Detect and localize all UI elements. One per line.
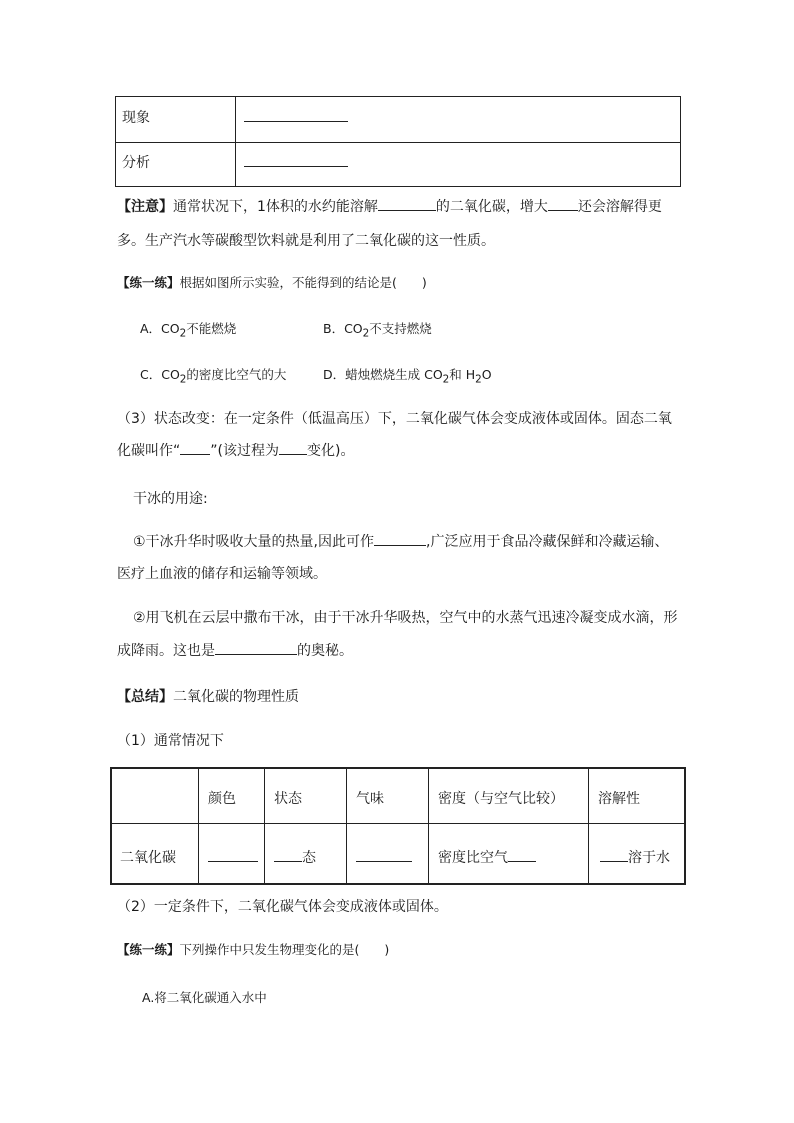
exercise-tag: 【练一练】 xyxy=(117,275,180,290)
summary-sub-2: （2）一定条件下，二氧化碳气体会变成液体或固体。 xyxy=(117,899,448,915)
exercise-tag: 【练一练】 xyxy=(117,942,180,957)
dry-ice-item-1-cont: 医疗上血液的储存和运输等领域。 xyxy=(117,566,327,582)
answer-blank[interactable] xyxy=(378,196,436,211)
note-text: 还会溶解得更 xyxy=(577,199,662,215)
row-label: 现象 xyxy=(122,110,150,126)
option-b[interactable]: B．$CO_2$不支持燃烧 xyxy=(323,321,432,340)
odor-cell xyxy=(356,847,412,866)
note-text: 通常状况下，1体积的水约能溶解 xyxy=(173,199,378,215)
note-line-2: 多。生产汽水等碳酸型饮料就是利用了二氧化碳的这一性质。 xyxy=(117,233,495,249)
solubility-cell: 溶于水 xyxy=(600,847,670,867)
answer-blank[interactable] xyxy=(244,146,348,167)
table-row xyxy=(116,142,680,187)
dry-ice-title: 干冰的用途: xyxy=(133,491,208,507)
answer-blank[interactable] xyxy=(279,440,307,455)
state-cell: 态 xyxy=(274,847,316,867)
exercise-question xyxy=(117,940,389,958)
note-tag: 【注意】 xyxy=(117,199,173,215)
table-divider xyxy=(588,769,589,883)
option-a[interactable]: A.将二氧化碳通入水中 xyxy=(142,990,267,1005)
table-divider xyxy=(264,769,265,883)
observation-table xyxy=(115,96,681,187)
answer-blank[interactable] xyxy=(208,847,258,862)
answer-blank[interactable] xyxy=(356,847,412,862)
state-change-line-2: 化碳叫作“ ”(该过程为 变化)。 xyxy=(117,440,354,460)
header-solubility: 溶解性 xyxy=(598,791,640,807)
table-divider xyxy=(346,769,347,883)
color-cell xyxy=(208,847,258,866)
dry-ice-item-2: ②用飞机在云层中撒布干冰，由于干冰升华吸热，空气中的水蒸气迅速冷凝变成水滴，形 xyxy=(133,610,678,626)
answer-blank[interactable] xyxy=(215,640,297,655)
question-text: 下列操作中只发生物理变化的是( ) xyxy=(179,942,390,957)
row-label: 二氧化碳 xyxy=(120,850,176,866)
answer-blank[interactable] xyxy=(244,101,348,122)
summary-heading xyxy=(117,686,299,706)
table-row xyxy=(116,97,680,143)
table-divider xyxy=(198,769,199,883)
option-c[interactable]: C．$CO_2$的密度比空气的大 xyxy=(140,367,287,386)
summary-tag: 【总结】 xyxy=(117,689,173,705)
answer-blank[interactable] xyxy=(600,847,628,862)
option-a[interactable]: A．$CO_2$不能燃烧 xyxy=(140,321,237,340)
answer-blank[interactable] xyxy=(508,847,536,862)
header-density: 密度（与空气比较） xyxy=(438,791,564,807)
summary-title: 二氧化碳的物理性质 xyxy=(173,689,299,705)
exercise-question xyxy=(117,273,427,291)
dry-ice-item-2-cont: 成降雨。这也是 的奥秘。 xyxy=(117,640,353,660)
properties-table xyxy=(110,767,686,885)
header-state: 状态 xyxy=(274,791,302,807)
question-text: 根据如图所示实验，不能得到的结论是( ) xyxy=(179,275,427,290)
dry-ice-item-1: ①干冰升华时吸收大量的热量,因此可作 ,广泛应用于食品冷藏保鲜和冷藏运输、 xyxy=(133,531,668,551)
answer-blank[interactable] xyxy=(374,531,426,546)
option-d[interactable]: D．蜡烛燃烧生成 $CO_2$和 $H_2O$ xyxy=(323,367,492,386)
density-cell: 密度比空气 xyxy=(438,847,536,867)
answer-blank[interactable] xyxy=(274,847,302,862)
state-change-line-1: （3）状态改变：在一定条件（低温高压）下，二氧化碳气体会变成液体或固体。固态二氧 xyxy=(117,411,672,427)
note-text: 的二氧化碳，增大 xyxy=(435,199,548,215)
summary-sub-1: （1）通常情况下 xyxy=(117,733,224,749)
table-divider xyxy=(428,769,429,883)
row-label: 分析 xyxy=(122,155,150,171)
answer-blank[interactable] xyxy=(180,440,210,455)
answer-blank[interactable] xyxy=(548,196,578,211)
header-odor: 气味 xyxy=(356,791,384,807)
note-line-1 xyxy=(117,196,662,216)
header-color: 颜色 xyxy=(208,791,236,807)
